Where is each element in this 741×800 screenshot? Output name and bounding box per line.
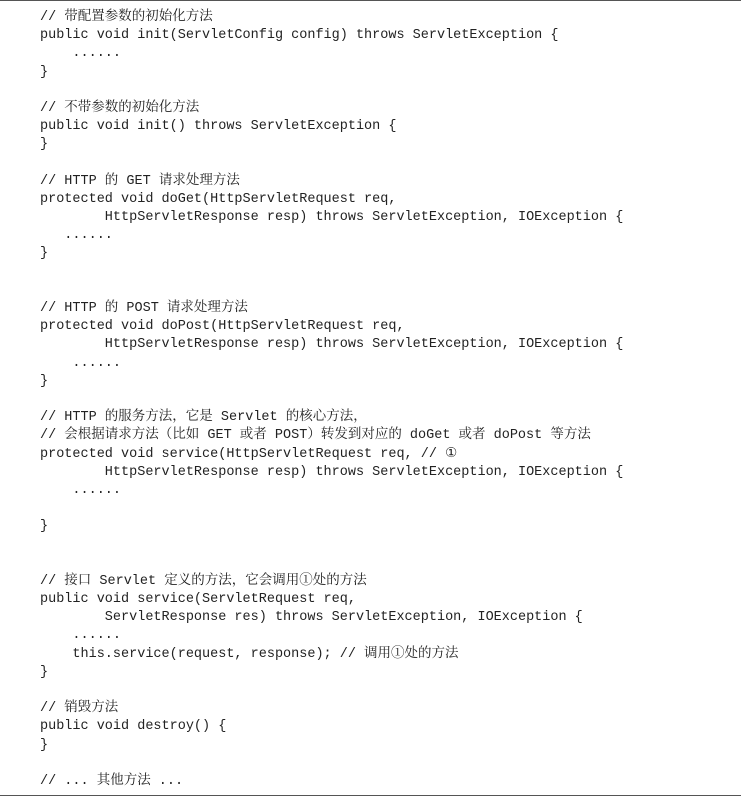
code-line: public void init() throws ServletException {: [40, 119, 397, 135]
code-line: }: [40, 519, 49, 535]
code-line: // ... 其他方法 ...: [40, 773, 184, 789]
code-line: protected void doPost(HttpServletRequest req,: [40, 319, 405, 335]
code-line: }: [40, 137, 49, 153]
code-line: }: [40, 664, 49, 680]
code-line: [40, 391, 623, 409]
code-line: // HTTP 的 GET 请求处理方法: [40, 173, 240, 189]
code-lines: [40, 9, 623, 791]
code-line: ServletResponse res) throws ServletException, IOException {: [40, 610, 583, 626]
code-line: [40, 264, 623, 282]
code-line: }: [40, 246, 49, 262]
code-line: protected void service(HttpServletRequest req, // ①: [40, 446, 458, 462]
code-line: ......: [40, 482, 122, 498]
code-line: this.service(request, response); // 调用①处的方法: [40, 646, 459, 662]
code-line: }: [40, 64, 49, 80]
code-line: public void service(ServletRequest req,: [40, 592, 356, 607]
code-line: ......: [40, 355, 122, 371]
code-line: [40, 682, 623, 700]
code-line: ......: [40, 46, 122, 62]
code-line: [40, 555, 623, 573]
code-line: HttpServletResponse resp) throws ServletException, IOException {: [40, 464, 624, 480]
code-line: // 接口 Servlet 定义的方法，它会调用①处的方法: [40, 573, 367, 589]
code-line: HttpServletResponse resp) throws ServletException, IOException {: [40, 337, 624, 353]
code-line: // 带配置参数的初始化方法: [40, 10, 213, 25]
code-line: [40, 82, 623, 100]
code-line: [40, 282, 623, 300]
code-line: public void init(ServletConfig config) throws ServletException {: [40, 28, 559, 44]
code-line: // 会根据请求方法（比如 GET 或者 POST）转发到对应的 doGet 或者 doPost 等方法: [40, 428, 591, 444]
code-line: // 销毁方法: [40, 701, 119, 717]
code-line: // HTTP 的服务方法，它是 Servlet 的核心方法，: [40, 410, 367, 426]
code-line: [40, 155, 623, 173]
code-line: public void destroy() {: [40, 719, 227, 735]
code-line: [40, 536, 623, 554]
code-line: ......: [40, 228, 113, 244]
code-line: // HTTP 的 POST 请求处理方法: [40, 301, 248, 316]
code-line: }: [40, 373, 49, 389]
code-line: // 不带参数的初始化方法: [40, 100, 200, 116]
code-line: protected void doGet(HttpServletRequest req,: [40, 191, 397, 207]
code-line: HttpServletResponse resp) throws ServletException, IOException {: [40, 210, 624, 226]
code-line: [40, 755, 623, 773]
code-line: }: [40, 737, 49, 753]
code-line: ......: [40, 628, 122, 644]
code-line: [40, 500, 623, 518]
